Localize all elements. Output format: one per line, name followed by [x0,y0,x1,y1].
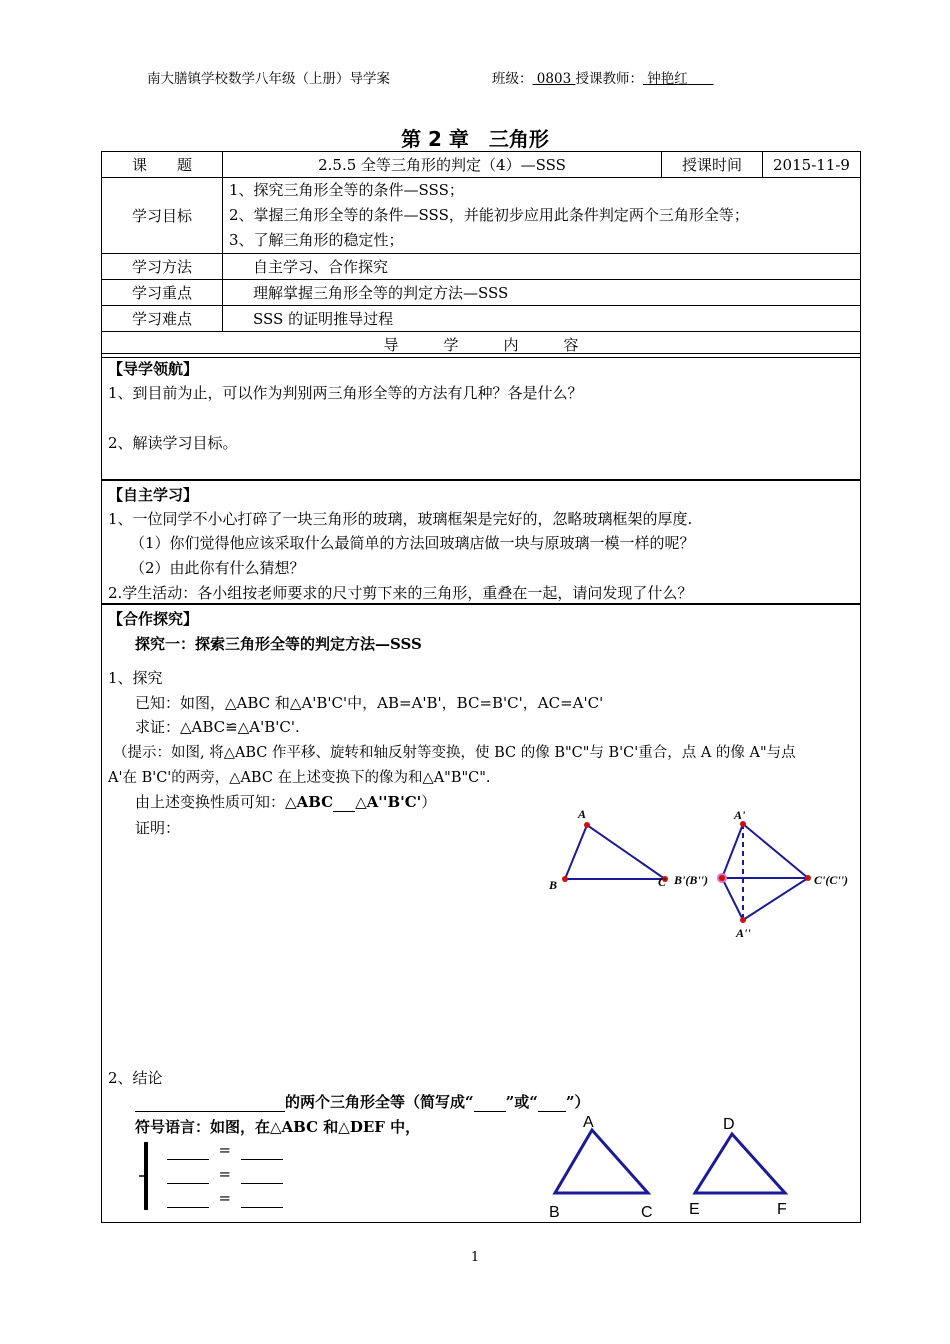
self-study-title: 【自主学习】 [108,486,199,504]
topic-value: 2.5.5 全等三角形的判定（4）—SSS [223,152,662,178]
label-c: C [641,1204,653,1221]
point-b1 [718,874,726,882]
prove-statement: 求证：△ABC≌△A'B'C'. [135,718,300,736]
transform-prefix: 由上述变换性质可知： [135,793,286,811]
label-f: F [777,1201,787,1218]
label-b1: B'(B'') [674,873,709,887]
school-header: 南大膳镇学校数学八年级（上册）导学案 [147,71,390,87]
goals-list [223,178,861,254]
transform-expr-2: △A''B'C' [355,793,422,811]
symbol-blank-left[interactable] [167,1141,209,1160]
self-study-question-2: 2.学生活动：各小组按老师要求的尺寸剪下来的三角形，重叠在一起，请问发现了什么？ [108,584,693,602]
conclusion-text: 的两个三角形全等（简写成“ [285,1093,474,1111]
self-study-question-1b: （2）由此你有什么猜想？ [130,559,305,577]
conclusion-label: 2、结论 [108,1069,163,1087]
transform-expr-1: △ABC [285,793,334,811]
label-a2: A'' [736,926,751,940]
symbol-blank-right[interactable] [241,1189,283,1208]
explore-label: 1、探究 [108,669,163,687]
class-teacher-info [492,67,714,87]
label-e: E [689,1201,700,1218]
self-study-question-1: 1、一位同学不小心打碎了一块三角形的玻璃，玻璃框架是完好的，忽略玻璃框架的厚度. [108,510,693,528]
self-study-question-1a: （1）你们觉得他应该采取什么最简单的方法回玻璃店做一块与原玻璃一模一样的呢？ [130,534,695,552]
label-a: A [578,807,587,821]
label-a: A [583,1114,594,1131]
conclusion-blank[interactable] [135,1093,285,1112]
method-label: 学习方法 [102,254,223,280]
symbol-language: 符号语言：如图，在△ABC 和△DEF 中， [135,1118,421,1136]
symbol-row [167,1141,283,1160]
transform-blank[interactable] [333,793,355,812]
hint-line-1: （提示：如图, 将△ABC 作平移、旋转和轴反射等变换，使 BC 的像 B"C"与 B'C'重合，点 A 的像 A"与点 [113,745,796,761]
triangle-abc-figure [540,800,680,900]
symbol-blank-right[interactable] [241,1141,283,1160]
page-number: 1 [470,1250,480,1265]
teacher-value: 钟艳红 [647,71,688,87]
content-header: 导 学 内 容 [102,332,861,358]
focus-value: 理解掌握三角形全等的判定方法—SSS [223,280,861,306]
lesson-info-table [101,151,861,358]
triangle-abc-shape [565,825,665,879]
triangle-a2-shape [722,878,808,920]
difficulty-label: 学习难点 [102,306,223,332]
class-value: 0803 [536,71,572,87]
abbrev-blank-1[interactable] [474,1093,506,1112]
goal-item: 2、掌握三角形全等的条件—SSS，并能初步应用此条件判定两个三角形全等； [229,206,749,224]
symbol-row [167,1189,283,1208]
difficulty-value: SSS 的证明推导过程 [223,306,861,332]
guide-question-2: 2、解读学习目标。 [108,434,238,452]
guide-question-1: 1、到目前为止，可以作为判别两三角形全等的方法有几种？各是什么？ [108,384,583,402]
given-statement: 已知：如图，△ABC 和△A'B'C'中，AB=A'B'，BC=B'C'，AC=A'C' [135,694,604,712]
label-b: B [549,1204,560,1221]
class-label: 班级： [492,71,533,87]
method-value: 自主学习、合作探究 [223,254,861,280]
triangles-abc-def-figure [540,1105,810,1223]
chapter-title: 第 2 章 三角形 [401,127,549,151]
proof-label: 证明： [135,819,181,837]
label-c1: C'(C'') [814,873,849,887]
overlap-triangles-figure [670,800,860,945]
explore-title: 探究一：探索三角形全等的判定方法—SSS [135,635,422,653]
point-a2 [740,917,746,923]
label-c: C [658,875,667,889]
point-c1 [805,875,811,881]
goals-label: 学习目标 [102,178,223,254]
teacher-label: 授课教师： [575,71,643,87]
symbol-blank-right[interactable] [241,1165,283,1184]
goal-item: 3、了解三角形的稳定性； [229,231,404,249]
label-d: D [723,1116,735,1133]
point-b [562,876,568,882]
transform-statement [135,791,436,812]
triangle-a1-shape [722,824,808,878]
guide-title: 【导学领航】 [108,360,199,378]
conclusion-end: ”） [565,1093,590,1111]
time-label: 授课时间 [662,152,763,178]
symbol-blank-left[interactable] [167,1189,209,1208]
brace-icon [139,1140,153,1212]
symbol-blank-left[interactable] [167,1165,209,1184]
conclusion-or: ”或“ [505,1093,538,1111]
topic-label: 课 题 [102,152,223,178]
coop-title: 【合作探究】 [108,610,199,628]
point-a [584,822,590,828]
equals-sign: = [218,1141,232,1159]
label-a1: A' [734,808,746,822]
symbol-row [167,1165,283,1184]
focus-label: 学习重点 [102,280,223,306]
equals-sign: = [218,1165,232,1183]
transform-suffix: ） [421,793,437,811]
triangle-def-shape [695,1134,785,1193]
goal-item: 1、探究三角形全等的条件—SSS； [229,181,464,199]
label-b: B [549,878,558,892]
equals-sign: = [218,1189,232,1207]
time-value: 2015-11-9 [763,152,861,178]
guide-section [101,353,861,481]
hint-line-2: A'在 B'C'的两旁，△ABC 在上述变换下的像为和△A"B"C". [108,770,491,786]
triangle-abc-shape [555,1130,648,1193]
conclusion-statement [135,1091,590,1112]
